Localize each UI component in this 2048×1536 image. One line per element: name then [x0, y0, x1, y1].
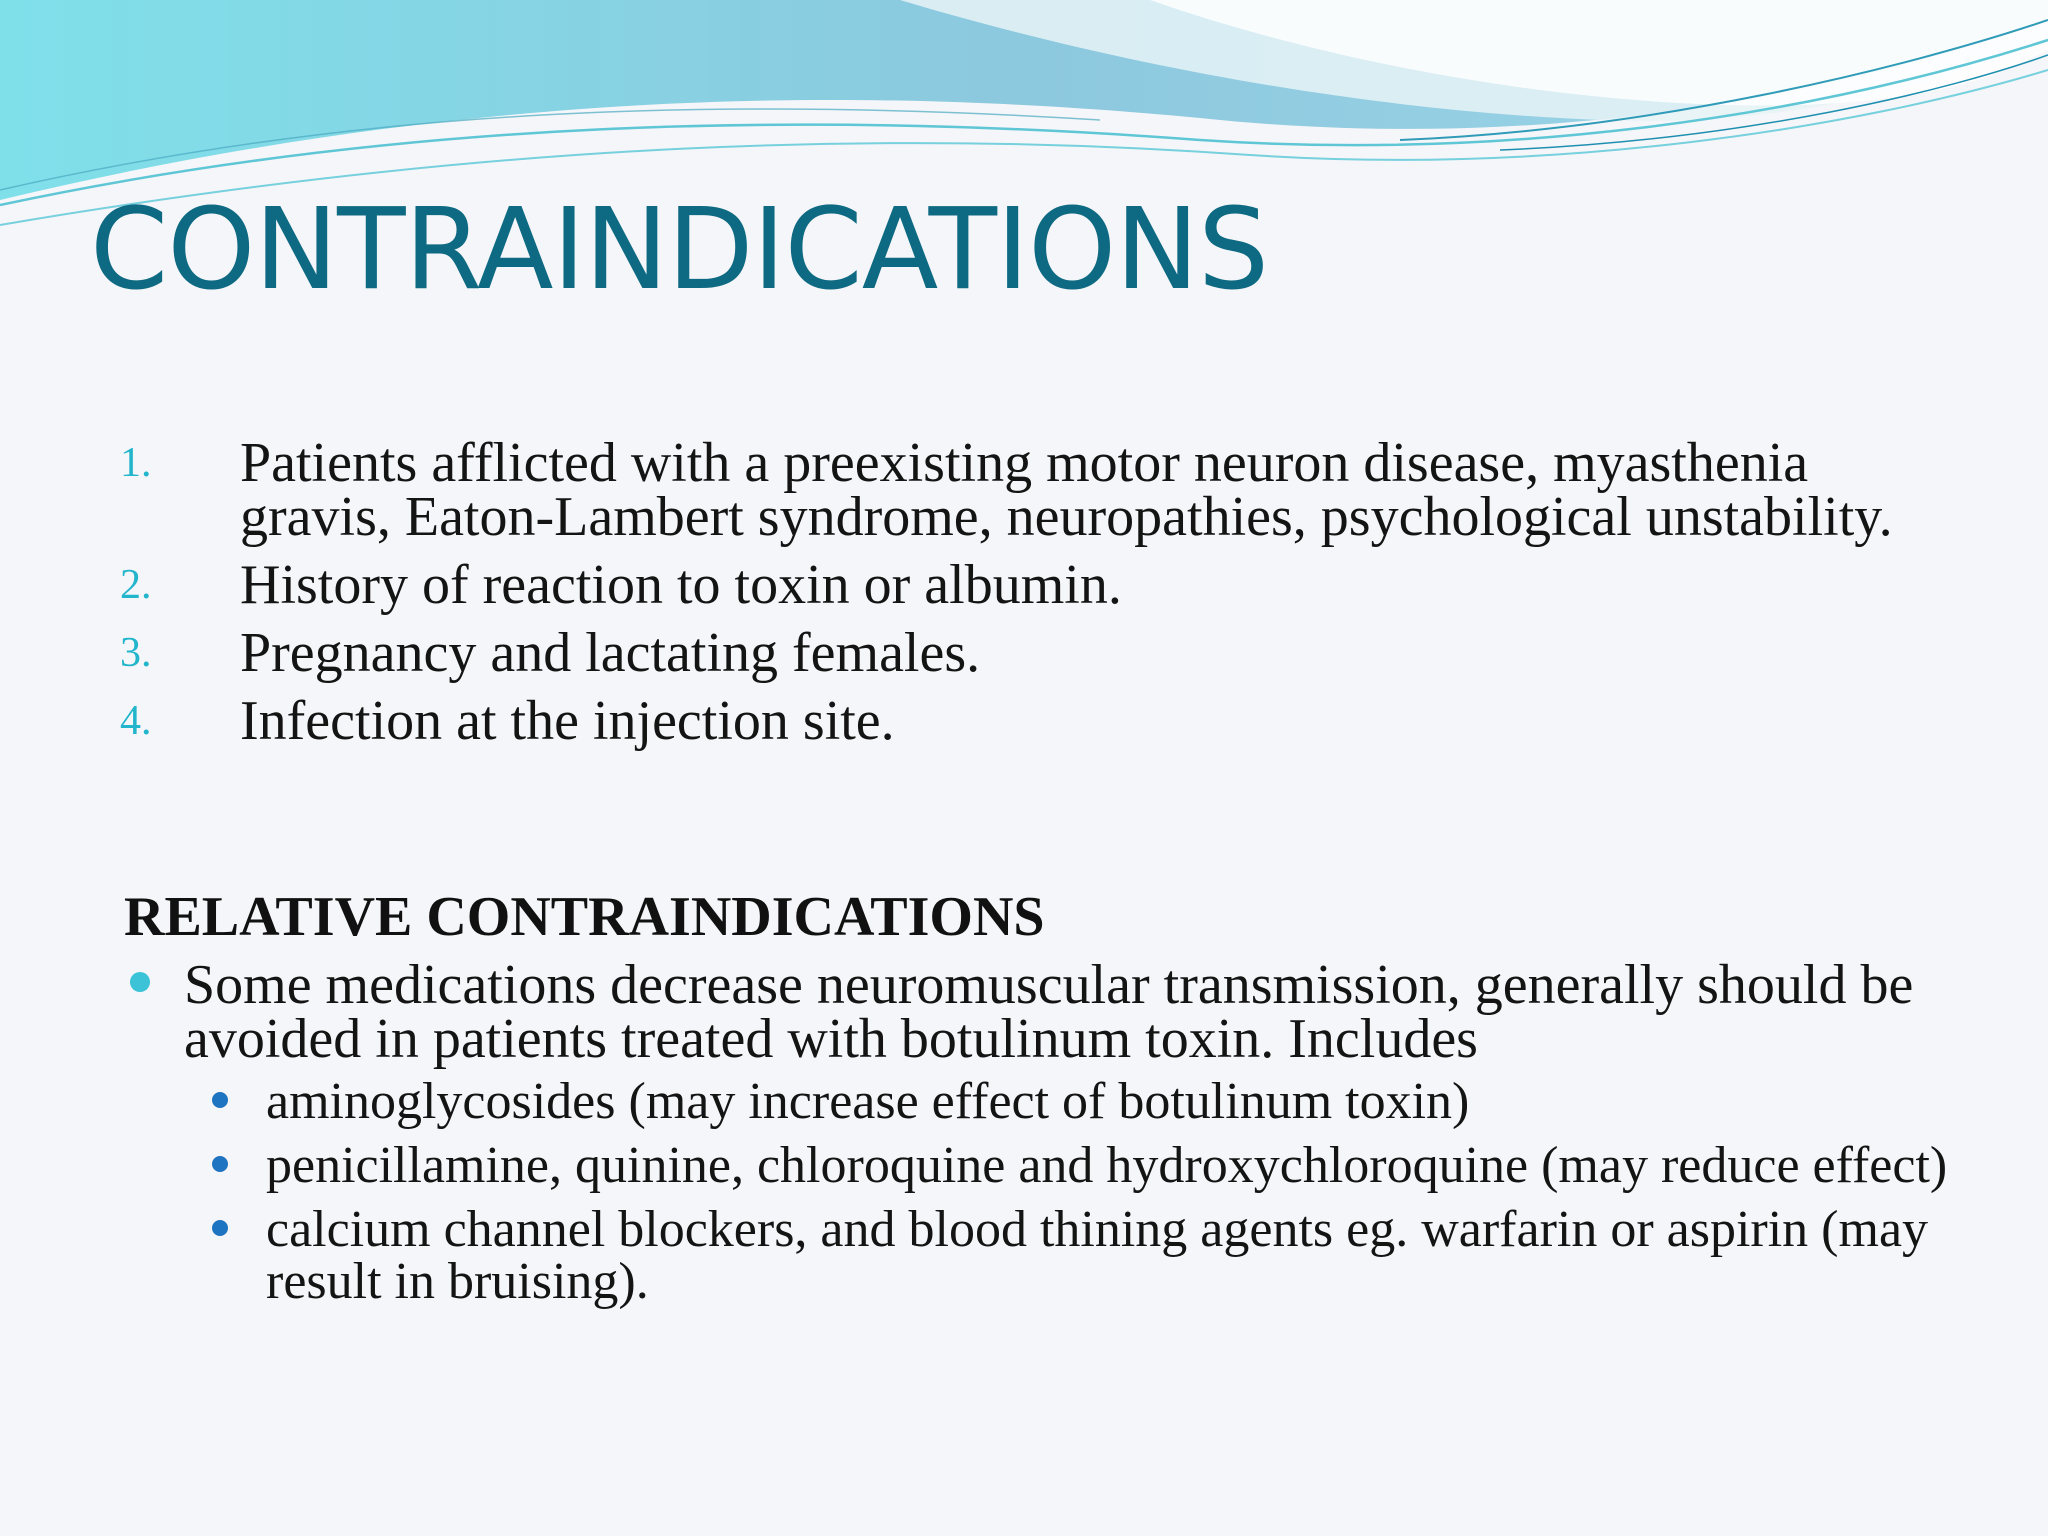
sub-list-item [206, 1137, 2004, 1194]
list-item [124, 954, 2004, 1310]
relative-contraindications-heading: RELATIVE CONTRAINDICATIONS [124, 886, 1045, 948]
relative-contraindications-list [124, 954, 2004, 1320]
sub-bullet-text: penicillamine, quinine, chloroquine and hydroxychloroquine (may reduce effect) [266, 1137, 1948, 1194]
list-number: 2. [120, 562, 152, 608]
sub-list-item [206, 1073, 2004, 1130]
list-item-text: History of reaction to toxin or albumin. [240, 554, 1122, 616]
medication-sub-list [184, 1073, 2004, 1310]
sub-bullet-dot-icon [212, 1156, 228, 1172]
list-number: 1. [120, 440, 152, 486]
list-item [120, 690, 1920, 752]
bullet-text: Some medications decrease neuromuscular transmission, generally should be avoided in patients treated with botulinum toxin. Includes [184, 954, 1914, 1070]
contraindications-list [120, 432, 1920, 762]
sub-bullet-dot-icon [212, 1220, 228, 1236]
list-item-text: Infection at the injection site. [240, 690, 895, 752]
slide-title: CONTRAINDICATIONS [90, 185, 1269, 315]
list-item [120, 432, 1920, 548]
list-item-text: Patients afflicted with a preexisting motor neuron disease, myasthenia gravis, Eaton-Lambert syndrome, neuropathies, psychological unstability. [240, 432, 1893, 548]
list-item-text: Pregnancy and lactating females. [240, 622, 981, 684]
sub-bullet-text: calcium channel blockers, and blood thining agents eg. warfarin or aspirin (may result in bruising). [266, 1201, 1929, 1310]
bullet-dot-icon [130, 972, 150, 992]
list-item [120, 622, 1920, 684]
sub-bullet-dot-icon [212, 1092, 228, 1108]
list-number: 4. [120, 698, 152, 744]
list-number: 3. [120, 630, 152, 676]
sub-bullet-text: aminoglycosides (may increase effect of botulinum toxin) [266, 1073, 1470, 1130]
sub-list-item [206, 1201, 2004, 1310]
list-item [120, 554, 1920, 616]
